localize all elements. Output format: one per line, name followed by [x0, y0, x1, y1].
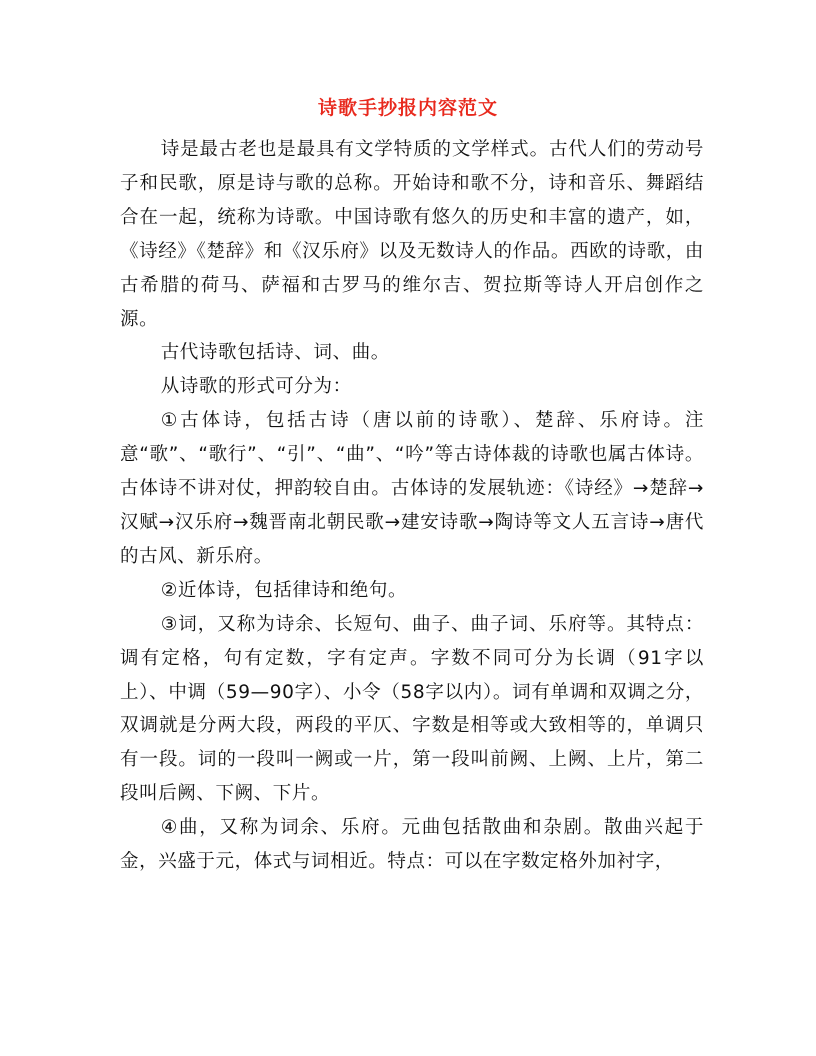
paragraph-categories: 古代诗歌包括诗、词、曲。: [160, 342, 390, 364]
paragraph-ci: ③词，又称为诗余、长短句、曲子、曲子词、乐府等。其特点：调有定格，句有定数，字有定声。字数不同可分为长调（91字以上）、中调（59—90字）、小令（58字以内）。词有单调和双调之分，双调就是分两大段，两段的平仄、字数是相等或大致相等的，单调只有一段。词的一段叫一阙或一片，第一段叫前阙、上阙、上片，第二段叫后阙、下阙、下片。: [120, 613, 704, 805]
paragraph-ancient-poetry: ①古体诗，包括古诗（唐以前的诗歌）、楚辞、乐府诗。注意“歌”、“歌行”、“引”、“曲”、“吟”等古诗体裁的诗歌也属古体诗。古体诗不讲对仗，押韵较自由。古体诗的发展轨迹：《诗经》→楚辞→汉赋→汉乐府→魏晋南北朝民歌→建安诗歌→陶诗等文人五言诗→唐代的古风、新乐府。: [120, 410, 704, 567]
paragraph-forms-intro: 从诗歌的形式可分为：: [160, 376, 352, 398]
paragraph-qu: ④曲，又称为词余、乐府。元曲包括散曲和杂剧。散曲兴起于金，兴盛于元，体式与词相近。特点：可以在字数定格外加衬字，: [120, 817, 704, 873]
paragraph-modern-style-poetry: ②近体诗，包括律诗和绝句。: [160, 579, 408, 601]
document-title: 诗歌手抄报内容范文: [317, 97, 498, 119]
document-body: [120, 133, 704, 879]
paragraph-intro: 诗是最古老也是最具有文学特质的文学样式。古代人们的劳动号子和民歌，原是诗与歌的总称。开始诗和歌不分，诗和音乐、舞蹈结合在一起，统称为诗歌。中国诗歌有悠久的历史和丰富的遗产，如，《诗经》《楚辞》和《汉乐府》以及无数诗人的作品。西欧的诗歌，由古希腊的荷马、萨福和古罗马的维尔吉、贺拉斯等诗人开启创作之源。: [120, 139, 704, 330]
